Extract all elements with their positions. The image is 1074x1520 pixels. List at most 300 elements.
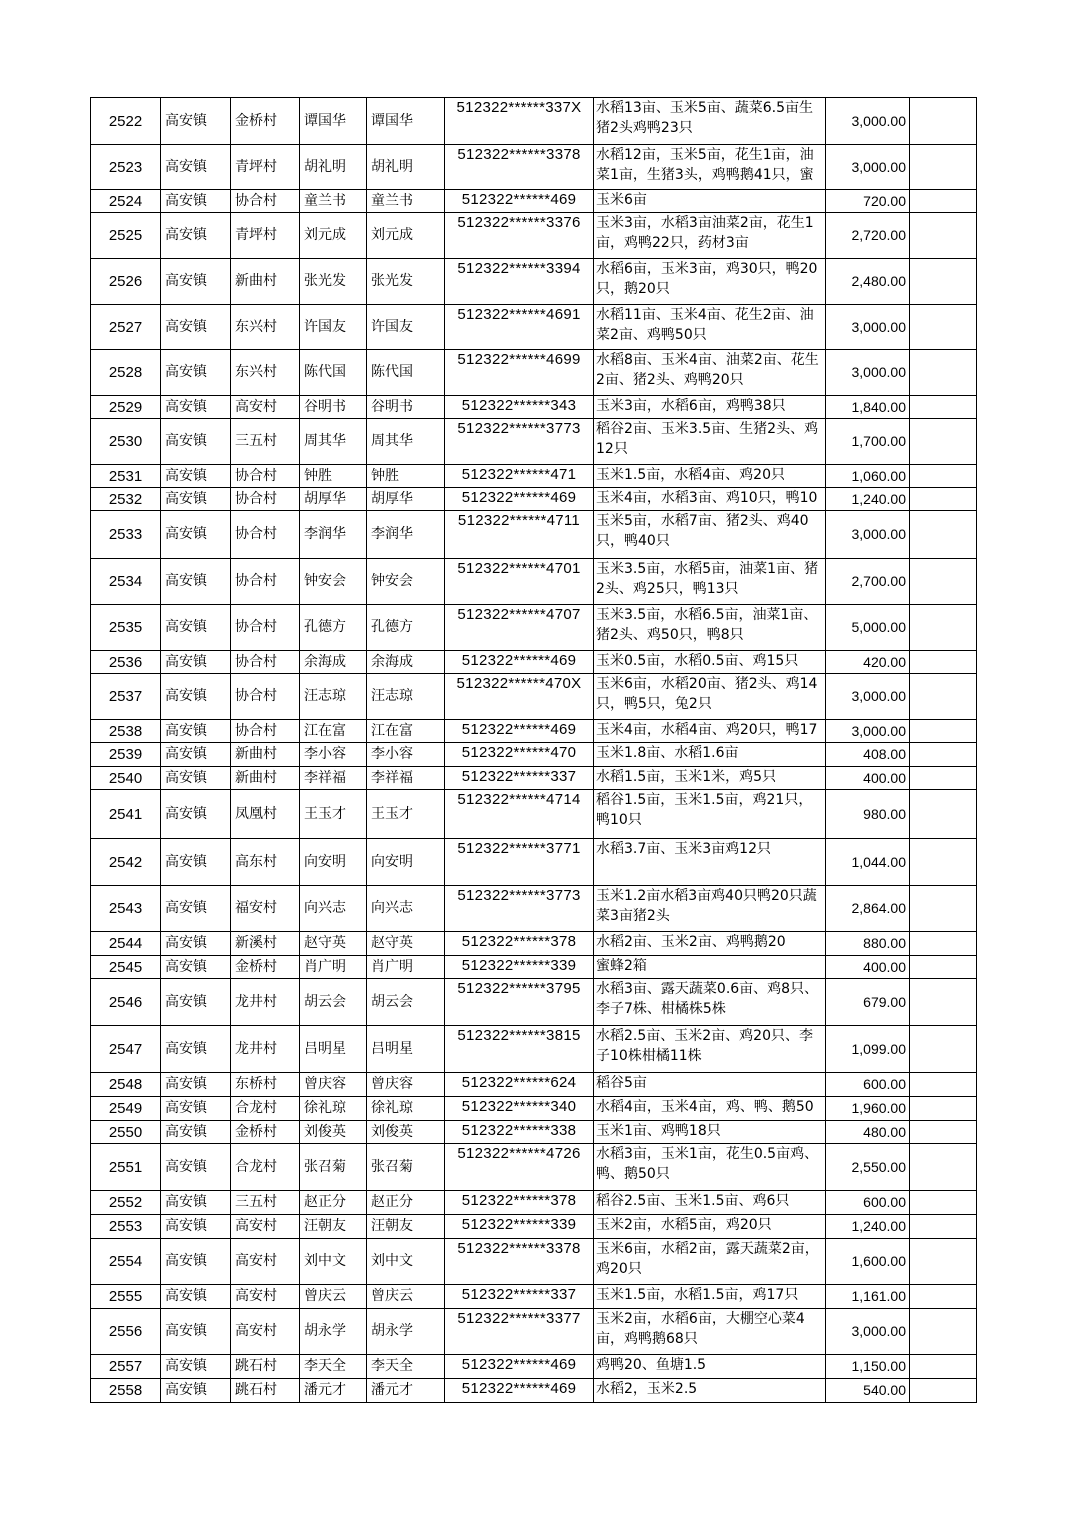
town-cell: 高安镇: [161, 932, 231, 956]
row-number: 2552: [91, 1191, 161, 1215]
id-number-cell: 512322******469: [445, 190, 594, 213]
name-cell: 胡云会: [300, 979, 367, 1026]
village-cell: 新溪村: [231, 932, 300, 956]
village-cell: 高安村: [231, 1215, 300, 1239]
name-cell: 李小容: [300, 743, 367, 767]
amount-cell: 400.00: [826, 767, 910, 790]
town-cell: 高安镇: [161, 305, 231, 350]
amount-cell: 1,600.00: [826, 1239, 910, 1285]
remark-cell: [910, 1073, 977, 1097]
row-number: 2534: [91, 559, 161, 605]
name-cell: 向兴志: [300, 886, 367, 932]
remark-cell: [910, 674, 977, 720]
payee-cell: 张召菊: [367, 1144, 445, 1191]
village-cell: 金桥村: [231, 98, 300, 145]
name-cell: 胡厚华: [300, 488, 367, 511]
amount-cell: 2,700.00: [826, 559, 910, 605]
town-cell: 高安镇: [161, 605, 231, 651]
remark-cell: [910, 1097, 977, 1121]
subsidy-items-cell: 水稻2亩、玉米2亩、鸡鸭鹅20: [594, 932, 826, 956]
payee-cell: 向兴志: [367, 886, 445, 932]
table-row: [91, 511, 977, 559]
row-number: 2546: [91, 979, 161, 1026]
id-number-cell: 512322******343: [445, 396, 594, 419]
remark-cell: [910, 1144, 977, 1191]
id-number-cell: 512322******4714: [445, 790, 594, 839]
remark-cell: [910, 350, 977, 396]
remark-cell: [910, 559, 977, 605]
row-number: 2542: [91, 839, 161, 886]
remark-cell: [910, 1215, 977, 1239]
town-cell: 高安镇: [161, 651, 231, 674]
amount-cell: 1,150.00: [826, 1355, 910, 1379]
remark-cell: [910, 886, 977, 932]
town-cell: 高安镇: [161, 259, 231, 305]
village-cell: 新曲村: [231, 743, 300, 767]
village-cell: 福安村: [231, 886, 300, 932]
name-cell: 余海成: [300, 651, 367, 674]
payee-cell: 李天全: [367, 1355, 445, 1379]
table-row: [91, 1191, 977, 1215]
amount-cell: 2,480.00: [826, 259, 910, 305]
subsidy-items-cell: 玉米6亩，水稻2亩，露天蔬菜2亩，鸡20只: [594, 1239, 826, 1285]
table-row: [91, 979, 977, 1026]
village-cell: 协合村: [231, 190, 300, 213]
id-number-cell: 512322******337: [445, 767, 594, 790]
amount-cell: 980.00: [826, 790, 910, 839]
table-row: [91, 1026, 977, 1073]
id-number-cell: 512322******4726: [445, 1144, 594, 1191]
subsidy-items-cell: 玉米1.5亩，水稻1.5亩，鸡17只: [594, 1285, 826, 1309]
subsidy-items-cell: 水稻3亩、露天蔬菜0.6亩、鸡8只、李子7株、柑橘株5株: [594, 979, 826, 1026]
table-row: [91, 767, 977, 790]
village-cell: 合龙村: [231, 1097, 300, 1121]
town-cell: 高安镇: [161, 213, 231, 259]
payee-cell: 吕明星: [367, 1026, 445, 1073]
amount-cell: 408.00: [826, 743, 910, 767]
amount-cell: 880.00: [826, 932, 910, 956]
name-cell: 曾庆云: [300, 1285, 367, 1309]
payee-cell: 钟胜: [367, 465, 445, 488]
remark-cell: [910, 396, 977, 419]
town-cell: 高安镇: [161, 1285, 231, 1309]
town-cell: 高安镇: [161, 886, 231, 932]
payee-cell: 余海成: [367, 651, 445, 674]
name-cell: 许国友: [300, 305, 367, 350]
payee-cell: 向安明: [367, 839, 445, 886]
remark-cell: [910, 790, 977, 839]
row-number: 2550: [91, 1121, 161, 1144]
id-number-cell: 512322******469: [445, 720, 594, 743]
table-row: [91, 488, 977, 511]
remark-cell: [910, 1026, 977, 1073]
id-number-cell: 512322******4699: [445, 350, 594, 396]
payee-cell: 李小容: [367, 743, 445, 767]
amount-cell: 679.00: [826, 979, 910, 1026]
name-cell: 张光发: [300, 259, 367, 305]
village-cell: 协合村: [231, 651, 300, 674]
id-number-cell: 512322******469: [445, 1379, 594, 1403]
amount-cell: 1,960.00: [826, 1097, 910, 1121]
remark-cell: [910, 1355, 977, 1379]
table-row: [91, 465, 977, 488]
name-cell: 孔德方: [300, 605, 367, 651]
payee-cell: 胡厚华: [367, 488, 445, 511]
id-number-cell: 512322******3394: [445, 259, 594, 305]
amount-cell: 2,720.00: [826, 213, 910, 259]
payee-cell: 胡礼明: [367, 145, 445, 190]
village-cell: 三五村: [231, 1191, 300, 1215]
row-number: 2530: [91, 419, 161, 465]
remark-cell: [910, 511, 977, 559]
subsidy-items-cell: 玉米4亩，水稻3亩、鸡10只，鸭10: [594, 488, 826, 511]
id-number-cell: 512322******378: [445, 1191, 594, 1215]
town-cell: 高安镇: [161, 1215, 231, 1239]
amount-cell: 2,550.00: [826, 1144, 910, 1191]
row-number: 2522: [91, 98, 161, 145]
amount-cell: 400.00: [826, 956, 910, 979]
payee-cell: 江在富: [367, 720, 445, 743]
table-row: [91, 350, 977, 396]
row-number: 2556: [91, 1309, 161, 1355]
table-row: [91, 1309, 977, 1355]
id-number-cell: 512322******4711: [445, 511, 594, 559]
village-cell: 合龙村: [231, 1144, 300, 1191]
id-number-cell: 512322******469: [445, 1355, 594, 1379]
name-cell: 赵正分: [300, 1191, 367, 1215]
row-number: 2551: [91, 1144, 161, 1191]
payee-cell: 潘元才: [367, 1379, 445, 1403]
payee-cell: 李祥福: [367, 767, 445, 790]
town-cell: 高安镇: [161, 559, 231, 605]
payee-cell: 徐礼琼: [367, 1097, 445, 1121]
id-number-cell: 512322******624: [445, 1073, 594, 1097]
table-row: [91, 145, 977, 190]
row-number: 2545: [91, 956, 161, 979]
table-row: [91, 98, 977, 145]
amount-cell: 3,000.00: [826, 1309, 910, 1355]
remark-cell: [910, 1191, 977, 1215]
amount-cell: 720.00: [826, 190, 910, 213]
row-number: 2529: [91, 396, 161, 419]
village-cell: 东桥村: [231, 1073, 300, 1097]
town-cell: 高安镇: [161, 419, 231, 465]
id-number-cell: 512322******471: [445, 465, 594, 488]
name-cell: 李天全: [300, 1355, 367, 1379]
town-cell: 高安镇: [161, 465, 231, 488]
village-cell: 协合村: [231, 465, 300, 488]
subsidy-items-cell: 玉米2亩，水稻6亩，大棚空心菜4亩，鸡鸭鹅68只: [594, 1309, 826, 1355]
remark-cell: [910, 1239, 977, 1285]
table-body: [91, 98, 977, 1403]
subsidy-items-cell: 稻谷2.5亩、玉米1.5亩、鸡6只: [594, 1191, 826, 1215]
village-cell: 高东村: [231, 839, 300, 886]
remark-cell: [910, 488, 977, 511]
name-cell: 陈代国: [300, 350, 367, 396]
id-number-cell: 512322******3815: [445, 1026, 594, 1073]
town-cell: 高安镇: [161, 1073, 231, 1097]
amount-cell: 3,000.00: [826, 305, 910, 350]
row-number: 2540: [91, 767, 161, 790]
remark-cell: [910, 839, 977, 886]
id-number-cell: 512322******4701: [445, 559, 594, 605]
payee-cell: 李润华: [367, 511, 445, 559]
subsidy-items-cell: 玉米1.8亩、水稻1.6亩: [594, 743, 826, 767]
id-number-cell: 512322******3378: [445, 1239, 594, 1285]
amount-cell: 3,000.00: [826, 145, 910, 190]
name-cell: 汪志琼: [300, 674, 367, 720]
table-row: [91, 605, 977, 651]
row-number: 2528: [91, 350, 161, 396]
amount-cell: 540.00: [826, 1379, 910, 1403]
payee-cell: 胡云会: [367, 979, 445, 1026]
table-row: [91, 720, 977, 743]
row-number: 2523: [91, 145, 161, 190]
name-cell: 童兰书: [300, 190, 367, 213]
subsidy-items-cell: 玉米3亩，水稻6亩，鸡鸭38只: [594, 396, 826, 419]
table-row: [91, 674, 977, 720]
table-row: [91, 213, 977, 259]
table-row: [91, 651, 977, 674]
table-row: [91, 1355, 977, 1379]
table-row: [91, 1285, 977, 1309]
amount-cell: 480.00: [826, 1121, 910, 1144]
remark-cell: [910, 932, 977, 956]
id-number-cell: 512322******3376: [445, 213, 594, 259]
town-cell: 高安镇: [161, 1026, 231, 1073]
name-cell: 吕明星: [300, 1026, 367, 1073]
remark-cell: [910, 465, 977, 488]
name-cell: 谭国华: [300, 98, 367, 145]
payee-cell: 曾庆云: [367, 1285, 445, 1309]
name-cell: 肖广明: [300, 956, 367, 979]
subsidy-items-cell: 稻谷1.5亩，玉米1.5亩，鸡21只，鸭10只: [594, 790, 826, 839]
payee-cell: 汪志琼: [367, 674, 445, 720]
village-cell: 青坪村: [231, 145, 300, 190]
remark-cell: [910, 1379, 977, 1403]
town-cell: 高安镇: [161, 145, 231, 190]
table-row: [91, 956, 977, 979]
amount-cell: 1,060.00: [826, 465, 910, 488]
subsidy-items-cell: 玉米1.5亩，水稻4亩、鸡20只: [594, 465, 826, 488]
row-number: 2537: [91, 674, 161, 720]
subsidy-items-cell: 水稻6亩，玉米3亩，鸡30只，鸭20只，鹅20只: [594, 259, 826, 305]
payee-cell: 赵守英: [367, 932, 445, 956]
subsidy-items-cell: 玉米0.5亩，水稻0.5亩、鸡15只: [594, 651, 826, 674]
subsidy-items-cell: 稻谷2亩、玉米3.5亩、生猪2头、鸡12只: [594, 419, 826, 465]
subsidy-items-cell: 玉米2亩，水稻5亩，鸡20只: [594, 1215, 826, 1239]
town-cell: 高安镇: [161, 767, 231, 790]
village-cell: 高安村: [231, 396, 300, 419]
row-number: 2531: [91, 465, 161, 488]
name-cell: 胡永学: [300, 1309, 367, 1355]
row-number: 2549: [91, 1097, 161, 1121]
town-cell: 高安镇: [161, 1121, 231, 1144]
row-number: 2553: [91, 1215, 161, 1239]
id-number-cell: 512322******378: [445, 932, 594, 956]
payee-cell: 汪朝友: [367, 1215, 445, 1239]
remark-cell: [910, 419, 977, 465]
id-number-cell: 512322******339: [445, 956, 594, 979]
row-number: 2535: [91, 605, 161, 651]
remark-cell: [910, 213, 977, 259]
remark-cell: [910, 651, 977, 674]
id-number-cell: 512322******3771: [445, 839, 594, 886]
table-row: [91, 1144, 977, 1191]
payee-cell: 钟安会: [367, 559, 445, 605]
town-cell: 高安镇: [161, 190, 231, 213]
amount-cell: 1,240.00: [826, 488, 910, 511]
name-cell: 谷明书: [300, 396, 367, 419]
name-cell: 汪朝友: [300, 1215, 367, 1239]
payee-cell: 童兰书: [367, 190, 445, 213]
village-cell: 协合村: [231, 488, 300, 511]
village-cell: 高安村: [231, 1239, 300, 1285]
remark-cell: [910, 720, 977, 743]
amount-cell: 3,000.00: [826, 674, 910, 720]
village-cell: 青坪村: [231, 213, 300, 259]
payee-cell: 赵正分: [367, 1191, 445, 1215]
town-cell: 高安镇: [161, 396, 231, 419]
village-cell: 凤凰村: [231, 790, 300, 839]
remark-cell: [910, 305, 977, 350]
name-cell: 钟安会: [300, 559, 367, 605]
subsidy-items-cell: 稻谷5亩: [594, 1073, 826, 1097]
name-cell: 李润华: [300, 511, 367, 559]
village-cell: 协合村: [231, 511, 300, 559]
name-cell: 赵守英: [300, 932, 367, 956]
subsidy-items-cell: 水稻8亩、玉米4亩、油菜2亩、花生2亩、猪2头、鸡鸭20只: [594, 350, 826, 396]
subsidy-table: [90, 97, 977, 1403]
remark-cell: [910, 1285, 977, 1309]
town-cell: 高安镇: [161, 1355, 231, 1379]
table-row: [91, 839, 977, 886]
table-row: [91, 190, 977, 213]
subsidy-items-cell: 鸡鸭20、鱼塘1.5: [594, 1355, 826, 1379]
name-cell: 刘中文: [300, 1239, 367, 1285]
table-row: [91, 419, 977, 465]
town-cell: 高安镇: [161, 956, 231, 979]
village-cell: 金桥村: [231, 1121, 300, 1144]
table-row: [91, 1379, 977, 1403]
subsidy-items-cell: 水稻2，玉米2.5: [594, 1379, 826, 1403]
remark-cell: [910, 98, 977, 145]
name-cell: 江在富: [300, 720, 367, 743]
amount-cell: 1,240.00: [826, 1215, 910, 1239]
amount-cell: 3,000.00: [826, 98, 910, 145]
name-cell: 刘俊英: [300, 1121, 367, 1144]
town-cell: 高安镇: [161, 1239, 231, 1285]
subsidy-items-cell: 玉米3亩，水稻3亩油菜2亩，花生1亩，鸡鸭22只，药材3亩: [594, 213, 826, 259]
name-cell: 胡礼明: [300, 145, 367, 190]
town-cell: 高安镇: [161, 1144, 231, 1191]
remark-cell: [910, 1309, 977, 1355]
amount-cell: 2,864.00: [826, 886, 910, 932]
village-cell: 协合村: [231, 720, 300, 743]
amount-cell: 1,840.00: [826, 396, 910, 419]
id-number-cell: 512322******470: [445, 743, 594, 767]
name-cell: 王玉才: [300, 790, 367, 839]
village-cell: 高安村: [231, 1309, 300, 1355]
id-number-cell: 512322******337X: [445, 98, 594, 145]
table-row: [91, 1121, 977, 1144]
row-number: 2544: [91, 932, 161, 956]
name-cell: 刘元成: [300, 213, 367, 259]
table-row: [91, 559, 977, 605]
subsidy-items-cell: 玉米3.5亩，水稻5亩，油菜1亩、猪2头、鸡25只，鸭13只: [594, 559, 826, 605]
village-cell: 三五村: [231, 419, 300, 465]
row-number: 2554: [91, 1239, 161, 1285]
name-cell: 李祥福: [300, 767, 367, 790]
town-cell: 高安镇: [161, 1309, 231, 1355]
row-number: 2557: [91, 1355, 161, 1379]
town-cell: 高安镇: [161, 98, 231, 145]
table-row: [91, 1215, 977, 1239]
remark-cell: [910, 956, 977, 979]
town-cell: 高安镇: [161, 511, 231, 559]
remark-cell: [910, 605, 977, 651]
row-number: 2538: [91, 720, 161, 743]
village-cell: 新曲村: [231, 259, 300, 305]
amount-cell: 5,000.00: [826, 605, 910, 651]
row-number: 2525: [91, 213, 161, 259]
payee-cell: 胡永学: [367, 1309, 445, 1355]
id-number-cell: 512322******4707: [445, 605, 594, 651]
payee-cell: 孔德方: [367, 605, 445, 651]
table-row: [91, 1097, 977, 1121]
town-cell: 高安镇: [161, 350, 231, 396]
amount-cell: 1,700.00: [826, 419, 910, 465]
row-number: 2539: [91, 743, 161, 767]
id-number-cell: 512322******338: [445, 1121, 594, 1144]
village-cell: 东兴村: [231, 305, 300, 350]
amount-cell: 3,000.00: [826, 720, 910, 743]
payee-cell: 曾庆容: [367, 1073, 445, 1097]
row-number: 2526: [91, 259, 161, 305]
row-number: 2533: [91, 511, 161, 559]
row-number: 2547: [91, 1026, 161, 1073]
village-cell: 高安村: [231, 1285, 300, 1309]
payee-cell: 刘元成: [367, 213, 445, 259]
subsidy-items-cell: 水稻4亩，玉米4亩，鸡、鸭、鹅50: [594, 1097, 826, 1121]
payee-cell: 谭国华: [367, 98, 445, 145]
subsidy-items-cell: 玉米6亩: [594, 190, 826, 213]
subsidy-items-cell: 水稻13亩、玉米5亩、蔬菜6.5亩生猪2头鸡鸭23只: [594, 98, 826, 145]
amount-cell: 600.00: [826, 1073, 910, 1097]
table-row: [91, 932, 977, 956]
table-row: [91, 305, 977, 350]
town-cell: 高安镇: [161, 1097, 231, 1121]
table-row: [91, 1073, 977, 1097]
amount-cell: 420.00: [826, 651, 910, 674]
row-number: 2555: [91, 1285, 161, 1309]
village-cell: 跳石村: [231, 1355, 300, 1379]
row-number: 2548: [91, 1073, 161, 1097]
table-row: [91, 1239, 977, 1285]
subsidy-items-cell: 玉米1亩、鸡鸭18只: [594, 1121, 826, 1144]
payee-cell: 王玉才: [367, 790, 445, 839]
row-number: 2543: [91, 886, 161, 932]
name-cell: 向安明: [300, 839, 367, 886]
name-cell: 潘元才: [300, 1379, 367, 1403]
subsidy-items-cell: 玉米6亩，水稻20亩、猪2头、鸡14只，鸭5只，兔2只: [594, 674, 826, 720]
town-cell: 高安镇: [161, 790, 231, 839]
subsidy-items-cell: 玉米4亩，水稻4亩、鸡20只，鸭17: [594, 720, 826, 743]
row-number: 2536: [91, 651, 161, 674]
subsidy-items-cell: 水稻11亩、玉米4亩、花生2亩、油菜2亩、鸡鸭50只: [594, 305, 826, 350]
subsidy-items-cell: 玉米3.5亩，水稻6.5亩，油菜1亩、猪2头、鸡50只，鸭8只: [594, 605, 826, 651]
id-number-cell: 512322******470X: [445, 674, 594, 720]
